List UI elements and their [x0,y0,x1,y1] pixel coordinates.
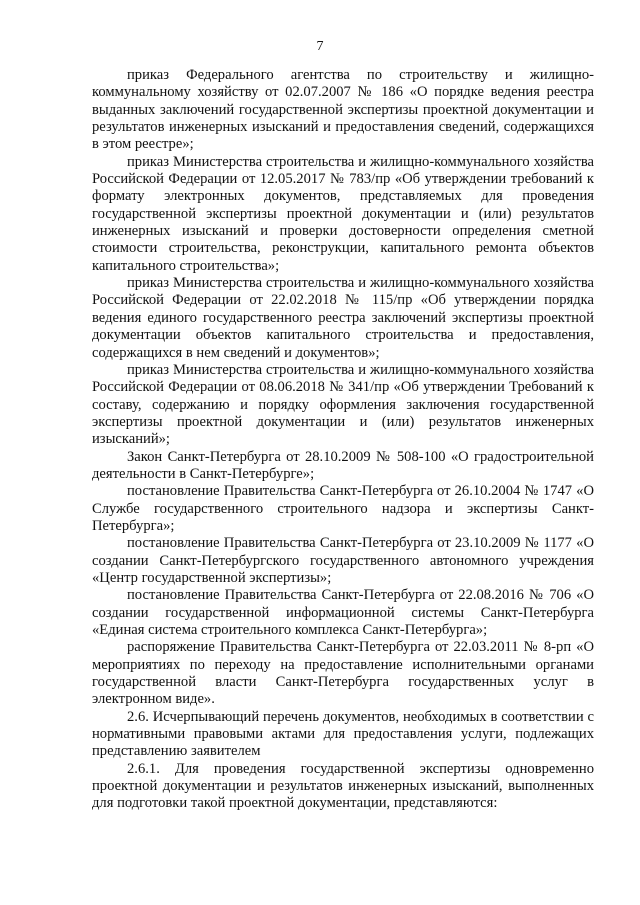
paragraph-order-ministry-115: приказ Министерства строительства и жилищно-коммунального хозяйства Российской Федерации от 22.02.2018 № 115/пр «Об утверждении порядка ведения единого государственного реестра заключений экспертизы проектной документации объектов капитального строительства и предоставления, содержащихся в нем сведений и документов»; [92,275,594,361]
page-number: 7 [316,39,324,54]
paragraph-order-ministry-783: приказ Министерства строительства и жилищно-коммунального хозяйства Российской Федерации от 12.05.2017 № 783/пр «Об утверждении требований к формату электронных документов, представляемых для проведения государственной экспертизы проектной документации и (или) результатов инженерных изысканий и проверки достоверности определения сметной стоимости строительства, реконструкции, капитального ремонта объектов капитального строительства»; [92,153,594,274]
paragraph-resolution-706: постановление Правительства Санкт-Петербурга от 22.08.2016 № 706 «О создании государственной информационной системы Санкт-Петербурга «Единая система строительного комплекса Санкт-Петербурга»; [92,587,594,638]
paragraph-resolution-1177: постановление Правительства Санкт-Петербурга от 23.10.2009 № 1177 «О создании Санкт-Петербургского государственного автономного учреждения «Центр государственной экспертизы»; [92,535,594,586]
document-body [92,67,594,813]
paragraph-spb-law-508: Закон Санкт-Петербурга от 28.10.2009 № 508-100 «О градостроительной деятельности в Санкт-Петербурге»; [92,448,594,482]
paragraph-2-6-1: 2.6.1. Для проведения государственной экспертизы одновременно проектной документации и результатов инженерных изысканий, выполненных для подготовки такой проектной документации, представляются: [92,760,594,812]
paragraph-resolution-1747: постановление Правительства Санкт-Петербурга от 26.10.2004 № 1747 «О Службе государственного строительного надзора и экспертизы Санкт-Петербурга»; [92,483,594,534]
paragraph-order-8-rp: распоряжение Правительства Санкт-Петербурга от 22.03.2011 № 8-рп «О мероприятиях по переходу на предоставление исполнительными органами государственной власти Санкт-Петербурга государственных услуг в электронном виде». [92,639,594,708]
paragraph-order-ministry-341: приказ Министерства строительства и жилищно-коммунального хозяйства Российской Федерации от 08.06.2018 № 341/пр «Об утверждении Требований к составу, содержанию и порядку оформления заключения государственной экспертизы проектной документации и (или) результатов инженерных изысканий»; [92,361,594,448]
paragraph-order-federal-agency-186: приказ Федерального агентства по строительству и жилищно-коммунальному хозяйству от 02.07.2007 № 186 «О порядке ведения реестра выданных заключений государственной экспертизы проектной документации и результатов инженерных изысканий и предоставления сведений, содержащихся в этом реестре»; [92,67,594,153]
section-heading-2-6: 2.6. Исчерпывающий перечень документов, необходимых в соответствии с нормативными правовыми актами для предоставления услуги, подлежащих представлению заявителем [92,708,594,760]
